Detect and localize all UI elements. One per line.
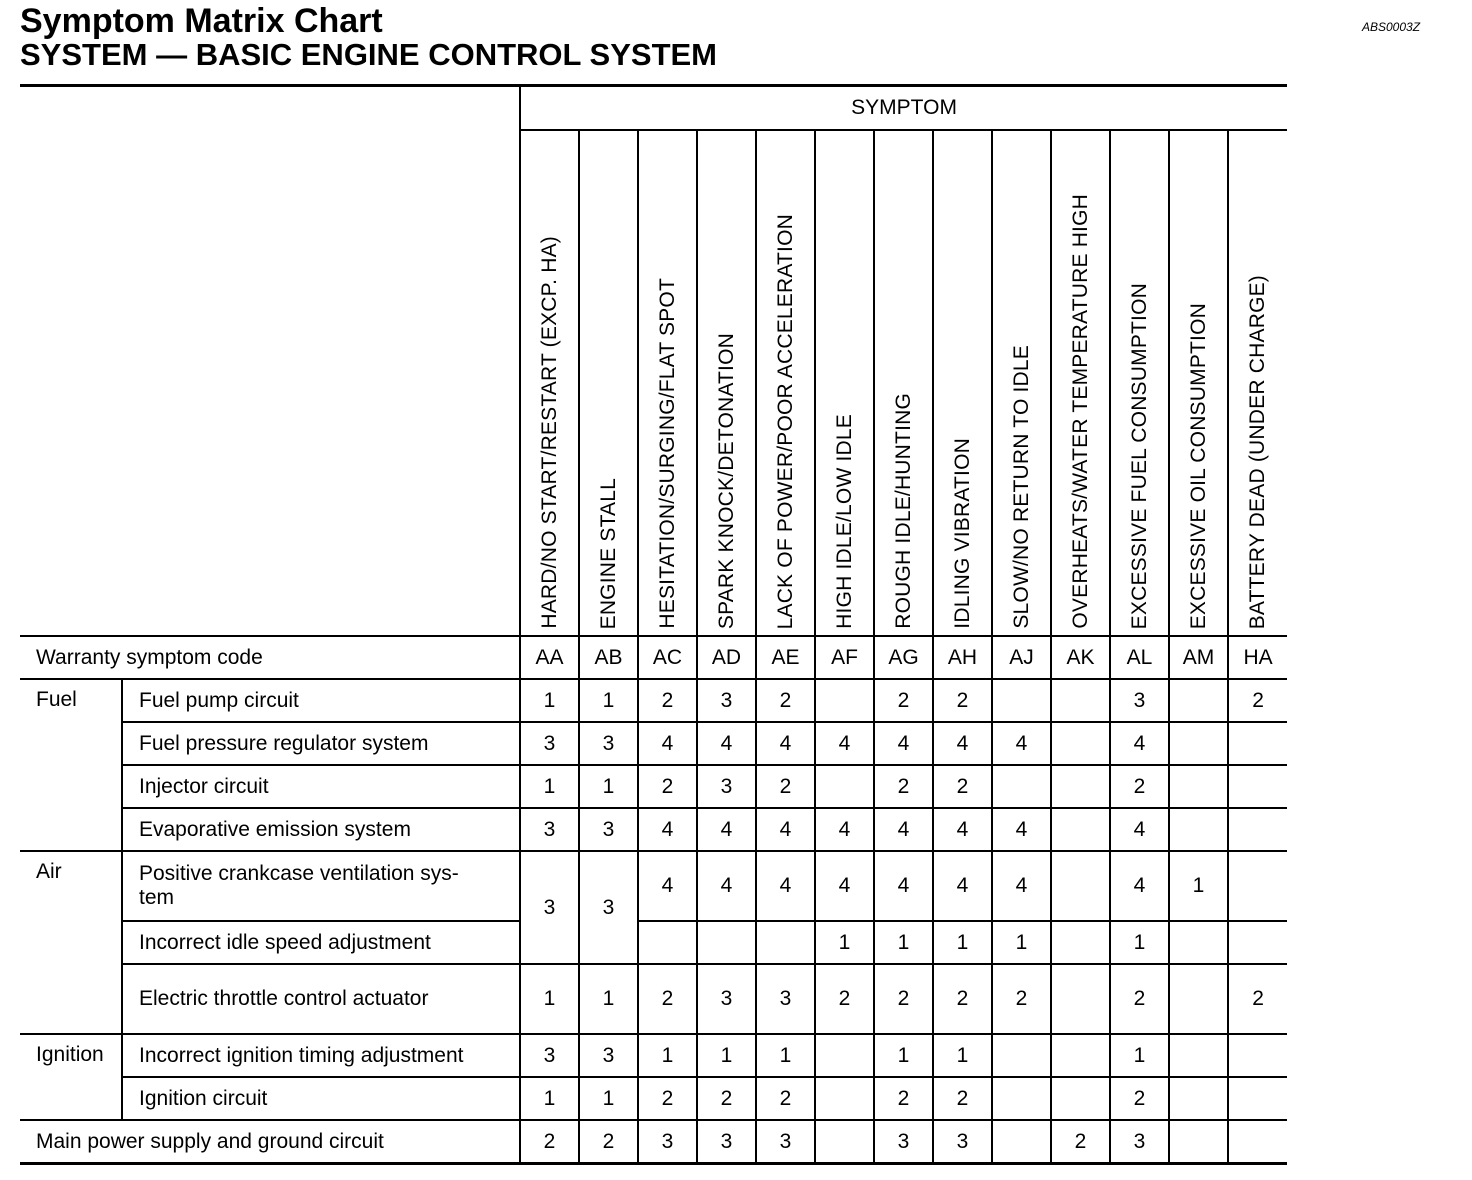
rating-cell: 4 bbox=[1110, 722, 1169, 765]
symptom-name: IDLING VIBRATION bbox=[950, 438, 974, 629]
rating-cell: 3 bbox=[520, 722, 579, 765]
symptom-name: HESITATION/SURGING/FLAT SPOT bbox=[655, 278, 679, 629]
rating-cell: 2 bbox=[638, 765, 697, 808]
rating-cell bbox=[1228, 921, 1287, 964]
rating-cell: 1 bbox=[579, 765, 638, 808]
rating-cell: 1 bbox=[520, 679, 579, 722]
rating-cell: 3 bbox=[579, 851, 638, 964]
header-blank bbox=[20, 86, 520, 637]
rating-cell bbox=[1051, 964, 1110, 1034]
rating-cell: 4 bbox=[815, 808, 874, 851]
rating-cell: 2 bbox=[520, 1120, 579, 1164]
rating-cell: 2 bbox=[638, 964, 697, 1034]
warranty-code-cell: HA bbox=[1228, 636, 1287, 679]
rating-cell: 3 bbox=[933, 1120, 992, 1164]
rating-cell: 2 bbox=[1110, 1077, 1169, 1120]
rating-cell: 2 bbox=[933, 964, 992, 1034]
symptom-name: HIGH IDLE/LOW IDLE bbox=[832, 414, 856, 629]
rating-cell: 4 bbox=[756, 722, 815, 765]
rating-cell: 2 bbox=[697, 1077, 756, 1120]
symptom-column-header bbox=[579, 130, 638, 636]
table-row bbox=[20, 964, 1287, 1034]
rating-cell: 1 bbox=[579, 1077, 638, 1120]
system-pcv-line2: tem bbox=[139, 886, 175, 909]
rating-cell: 4 bbox=[697, 808, 756, 851]
symptom-column-header bbox=[756, 130, 815, 636]
rating-cell bbox=[1228, 851, 1287, 921]
rating-cell bbox=[1169, 765, 1228, 808]
symptom-column-header bbox=[874, 130, 933, 636]
rating-cell: 4 bbox=[992, 851, 1051, 921]
rating-cell bbox=[1169, 1077, 1228, 1120]
table-row bbox=[20, 1120, 1287, 1164]
rating-cell bbox=[1169, 1034, 1228, 1077]
symptom-column-header bbox=[1110, 130, 1169, 636]
rating-cell bbox=[815, 1120, 874, 1164]
rating-cell bbox=[815, 765, 874, 808]
system-injector-circuit: Injector circuit bbox=[122, 765, 520, 808]
warranty-code-cell: AD bbox=[697, 636, 756, 679]
rating-cell bbox=[1051, 1077, 1110, 1120]
symptom-name: EXCESSIVE OIL CONSUMPTION bbox=[1186, 302, 1210, 629]
symptom-name: LACK OF POWER/POOR ACCELERATION bbox=[773, 213, 797, 629]
system-evaporative-emission: Evaporative emission system bbox=[122, 808, 520, 851]
rating-cell bbox=[1169, 921, 1228, 964]
rating-cell: 3 bbox=[520, 808, 579, 851]
system-pcv-line1: Positive crankcase ventilation sys- bbox=[139, 862, 459, 885]
rating-cell: 4 bbox=[874, 851, 933, 921]
symptom-name: EXCESSIVE FUEL CONSUMPTION bbox=[1127, 282, 1151, 629]
system-ignition-circuit: Ignition circuit bbox=[122, 1077, 520, 1120]
warranty-code-cell: AE bbox=[756, 636, 815, 679]
warranty-code-cell: AF bbox=[815, 636, 874, 679]
rating-cell: 1 bbox=[992, 921, 1051, 964]
table-row bbox=[20, 1034, 1287, 1077]
rating-cell: 2 bbox=[933, 1077, 992, 1120]
rating-cell: 2 bbox=[933, 679, 992, 722]
table-row bbox=[20, 851, 1287, 921]
rating-cell bbox=[815, 1034, 874, 1077]
document-id: ABS0003Z bbox=[1362, 20, 1421, 34]
rating-cell bbox=[1228, 808, 1287, 851]
rating-cell: 2 bbox=[815, 964, 874, 1034]
symptom-column-header bbox=[1228, 130, 1287, 636]
rating-cell bbox=[1169, 679, 1228, 722]
rating-cell: 3 bbox=[1110, 679, 1169, 722]
table-row bbox=[20, 765, 1287, 808]
rating-cell bbox=[1051, 921, 1110, 964]
rating-cell: 2 bbox=[992, 964, 1051, 1034]
rating-cell: 1 bbox=[520, 1077, 579, 1120]
rating-cell: 3 bbox=[756, 964, 815, 1034]
rating-cell: 4 bbox=[638, 851, 697, 921]
rating-cell: 4 bbox=[933, 722, 992, 765]
symptom-matrix-table bbox=[20, 84, 1287, 1165]
rating-cell: 2 bbox=[1110, 765, 1169, 808]
rating-cell bbox=[1051, 679, 1110, 722]
system-positive-crankcase-ventilation bbox=[122, 851, 520, 921]
rating-cell: 1 bbox=[579, 679, 638, 722]
rating-cell: 4 bbox=[874, 808, 933, 851]
category-fuel: Fuel bbox=[20, 679, 122, 851]
rating-cell: 2 bbox=[1228, 679, 1287, 722]
symptom-name: ROUGH IDLE/HUNTING bbox=[891, 393, 915, 629]
system-electric-throttle-actuator: Electric throttle control actuator bbox=[122, 964, 520, 1034]
rating-cell: 1 bbox=[815, 921, 874, 964]
rating-cell: 4 bbox=[992, 722, 1051, 765]
rating-cell bbox=[1228, 722, 1287, 765]
warranty-code-cell: AB bbox=[579, 636, 638, 679]
rating-cell bbox=[1051, 722, 1110, 765]
rating-cell: 2 bbox=[874, 1077, 933, 1120]
rating-cell bbox=[1169, 808, 1228, 851]
warranty-code-cell: AL bbox=[1110, 636, 1169, 679]
rating-cell: 3 bbox=[638, 1120, 697, 1164]
rating-cell bbox=[1051, 808, 1110, 851]
rating-cell bbox=[815, 679, 874, 722]
symptom-column-header bbox=[520, 130, 579, 636]
rating-cell: 3 bbox=[1110, 1120, 1169, 1164]
rating-cell: 1 bbox=[638, 1034, 697, 1077]
system-main-power-supply: Main power supply and ground circuit bbox=[20, 1120, 520, 1164]
rating-cell: 4 bbox=[933, 851, 992, 921]
rating-cell bbox=[1169, 964, 1228, 1034]
rating-cell: 3 bbox=[697, 1120, 756, 1164]
rating-cell: 2 bbox=[874, 964, 933, 1034]
symptom-column-header bbox=[933, 130, 992, 636]
rating-cell bbox=[992, 765, 1051, 808]
rating-cell: 1 bbox=[520, 964, 579, 1034]
rating-cell: 2 bbox=[1051, 1120, 1110, 1164]
page-title: Symptom Matrix Chart bbox=[20, 2, 383, 40]
symptom-name: ENGINE STALL bbox=[596, 477, 620, 629]
symptom-name: OVERHEATS/WATER TEMPERATURE HIGH bbox=[1068, 194, 1092, 629]
symptom-column-header bbox=[697, 130, 756, 636]
rating-cell: 3 bbox=[874, 1120, 933, 1164]
symptom-name: SPARK KNOCK/DETONATION bbox=[714, 332, 738, 629]
rating-cell: 1 bbox=[933, 1034, 992, 1077]
rating-cell: 4 bbox=[697, 851, 756, 921]
category-ignition: Ignition bbox=[20, 1034, 122, 1120]
table-row bbox=[20, 679, 1287, 722]
system-idle-speed-adjustment: Incorrect idle speed adjustment bbox=[122, 921, 520, 964]
rating-cell: 1 bbox=[1110, 1034, 1169, 1077]
rating-cell: 2 bbox=[933, 765, 992, 808]
symptom-name: HARD/NO START/RESTART (EXCP. HA) bbox=[537, 236, 561, 629]
rating-cell: 2 bbox=[756, 1077, 815, 1120]
warranty-code-cell: AC bbox=[638, 636, 697, 679]
rating-cell bbox=[992, 1077, 1051, 1120]
rating-cell: 1 bbox=[697, 1034, 756, 1077]
rating-cell: 2 bbox=[638, 1077, 697, 1120]
rating-cell: 1 bbox=[756, 1034, 815, 1077]
system-fuel-pressure-regulator: Fuel pressure regulator system bbox=[122, 722, 520, 765]
rating-cell: 3 bbox=[697, 765, 756, 808]
warranty-code-cell: AA bbox=[520, 636, 579, 679]
rating-cell bbox=[992, 1034, 1051, 1077]
rating-cell: 2 bbox=[638, 679, 697, 722]
rating-cell: 1 bbox=[579, 964, 638, 1034]
system-ignition-timing-adjustment: Incorrect ignition timing adjustment bbox=[122, 1034, 520, 1077]
page-subtitle: SYSTEM — BASIC ENGINE CONTROL SYSTEM bbox=[20, 37, 718, 72]
rating-cell: 3 bbox=[756, 1120, 815, 1164]
rating-cell: 4 bbox=[1110, 808, 1169, 851]
warranty-code-label: Warranty symptom code bbox=[20, 636, 520, 679]
rating-cell: 2 bbox=[1228, 964, 1287, 1034]
rating-cell: 4 bbox=[756, 808, 815, 851]
symptom-column-header bbox=[1169, 130, 1228, 636]
rating-cell: 4 bbox=[638, 808, 697, 851]
rating-cell: 1 bbox=[874, 1034, 933, 1077]
rating-cell: 1 bbox=[520, 765, 579, 808]
rating-cell: 1 bbox=[1169, 851, 1228, 921]
warranty-code-cell: AG bbox=[874, 636, 933, 679]
warranty-code-row bbox=[20, 636, 1287, 679]
warranty-code-cell: AK bbox=[1051, 636, 1110, 679]
rating-cell bbox=[1228, 1120, 1287, 1164]
symptom-column-header bbox=[992, 130, 1051, 636]
rating-cell: 3 bbox=[520, 851, 579, 964]
warranty-code-cell: AM bbox=[1169, 636, 1228, 679]
symptom-name: BATTERY DEAD (UNDER CHARGE) bbox=[1246, 274, 1270, 629]
symptom-column-header bbox=[1051, 130, 1110, 636]
rating-cell: 3 bbox=[579, 808, 638, 851]
table-row bbox=[20, 921, 1287, 964]
symptom-column-header bbox=[638, 130, 697, 636]
rating-cell: 4 bbox=[874, 722, 933, 765]
rating-cell: 4 bbox=[933, 808, 992, 851]
warranty-code-cell: AJ bbox=[992, 636, 1051, 679]
rating-cell: 2 bbox=[579, 1120, 638, 1164]
rating-cell: 1 bbox=[874, 921, 933, 964]
rating-cell: 4 bbox=[756, 851, 815, 921]
rating-cell: 3 bbox=[579, 1034, 638, 1077]
rating-cell bbox=[1228, 1034, 1287, 1077]
rating-cell: 2 bbox=[874, 679, 933, 722]
rating-cell: 2 bbox=[1110, 964, 1169, 1034]
rating-cell bbox=[1051, 1034, 1110, 1077]
rating-cell bbox=[1051, 765, 1110, 808]
rating-cell: 2 bbox=[756, 679, 815, 722]
rating-cell: 4 bbox=[815, 851, 874, 921]
rating-cell bbox=[756, 921, 815, 964]
rating-cell bbox=[992, 679, 1051, 722]
rating-cell: 4 bbox=[638, 722, 697, 765]
rating-cell: 1 bbox=[933, 921, 992, 964]
system-fuel-pump-circuit: Fuel pump circuit bbox=[122, 679, 520, 722]
rating-cell: 4 bbox=[992, 808, 1051, 851]
rating-cell: 3 bbox=[520, 1034, 579, 1077]
table-row bbox=[20, 808, 1287, 851]
table-row bbox=[20, 722, 1287, 765]
rating-cell bbox=[638, 921, 697, 964]
rating-cell: 3 bbox=[579, 722, 638, 765]
rating-cell bbox=[1169, 1120, 1228, 1164]
symptom-name: SLOW/NO RETURN TO IDLE bbox=[1009, 345, 1033, 629]
symptom-header: SYMPTOM bbox=[520, 86, 1287, 131]
symptom-column-header bbox=[815, 130, 874, 636]
rating-cell bbox=[815, 1077, 874, 1120]
rating-cell: 4 bbox=[815, 722, 874, 765]
rating-cell: 3 bbox=[697, 679, 756, 722]
rating-cell bbox=[697, 921, 756, 964]
rating-cell: 4 bbox=[1110, 851, 1169, 921]
rating-cell: 4 bbox=[697, 722, 756, 765]
rating-cell: 2 bbox=[874, 765, 933, 808]
rating-cell bbox=[1228, 765, 1287, 808]
rating-cell bbox=[1051, 851, 1110, 921]
rating-cell bbox=[992, 1120, 1051, 1164]
table-row bbox=[20, 1077, 1287, 1120]
rating-cell: 1 bbox=[1110, 921, 1169, 964]
rating-cell: 2 bbox=[756, 765, 815, 808]
rating-cell: 3 bbox=[697, 964, 756, 1034]
warranty-code-cell: AH bbox=[933, 636, 992, 679]
category-air: Air bbox=[20, 851, 122, 1034]
rating-cell bbox=[1169, 722, 1228, 765]
rating-cell bbox=[1228, 1077, 1287, 1120]
